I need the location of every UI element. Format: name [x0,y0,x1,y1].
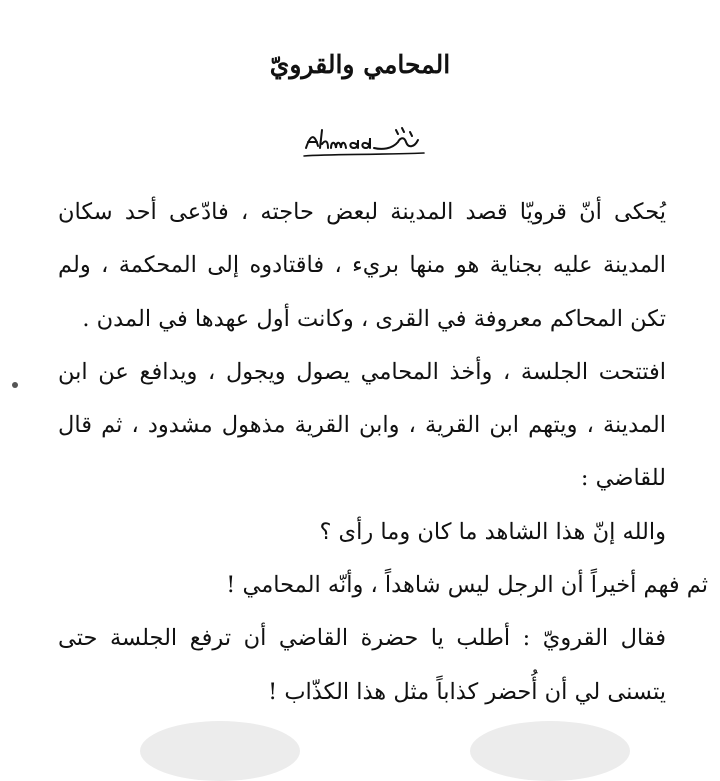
handwritten-signature [300,118,430,168]
paragraph: ثم فهم أخيراً أن الرجل ليس شاهداً ، وأنّه المحامي ! [226,572,708,599]
paragraph: فقال القرويّ : أطلب يا حضرة القاضي أن ترفع الجلسة حتى يتسنى لي أن أُحضر كذاباً مثل هذا الكذّاب ! [58,625,666,705]
document-body [58,186,708,719]
document-title: المحامي والقرويّ [269,50,451,79]
paragraph: والله إنّ هذا الشاهد ما كان وما رأى ؟ [319,518,666,545]
paragraph: يُحكى أنّ قرويّا قصد المدينة لبعض حاجته ، فادّعى أحد سكان المدينة عليه بجناية هو منها بريء ، فاقتادوه إلى المحكمة ، ولم تكن المحاكم معروفة في القرى ، وكانت أول عهدها في المدن . [58,199,666,332]
page-shadow [470,721,630,781]
margin-dot [12,382,18,388]
page-shadow [140,721,300,781]
paragraph: افتتحت الجلسة ، وأخذ المحامي يصول ويجول ، ويدافع عن ابن المدينة ، ويتهم ابن القرية ، وابن القرية مذهول مشدود ، ثم قال للقاضي : [58,358,666,492]
